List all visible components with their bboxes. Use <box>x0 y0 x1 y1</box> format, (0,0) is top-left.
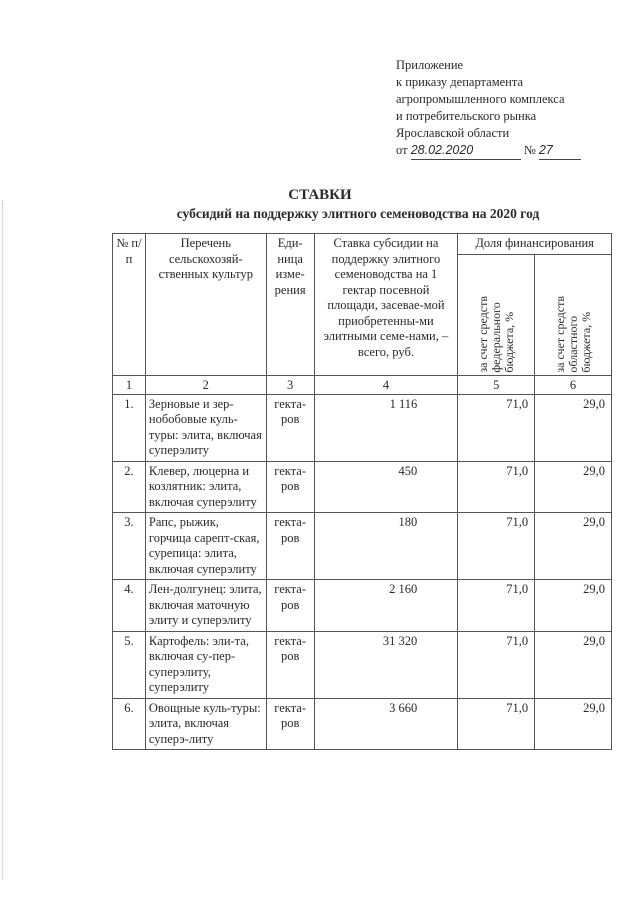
subsidy-rates-table <box>112 233 612 750</box>
row-rate: 180 <box>314 513 458 580</box>
row-unit: гекта-ров <box>266 698 314 750</box>
row-crop: Зерновые и зер-нобобовые куль-туры: элита, включая суперэлиту <box>145 394 266 461</box>
header-crops: Перечень сельскохозяй-ственных культур <box>145 234 266 376</box>
header-federal: за счет средств федерального бюджета, % <box>475 295 516 373</box>
row-rate: 31 320 <box>314 631 458 698</box>
header-regional-cell <box>535 254 612 375</box>
row-federal: 71,0 <box>458 461 535 513</box>
column-number: 5 <box>458 375 535 394</box>
document-title <box>0 185 640 223</box>
scan-edge-marks <box>2 200 5 880</box>
row-num: 4. <box>113 580 146 632</box>
row-federal: 71,0 <box>458 394 535 461</box>
row-num: 1. <box>113 394 146 461</box>
row-num: 3. <box>113 513 146 580</box>
table-row <box>113 580 612 632</box>
row-crop: Лен-долгунец: элита, включая маточную элиту и суперэлиту <box>145 580 266 632</box>
header-regional: за счет средств областного бюджета, % <box>552 295 593 373</box>
row-unit: гекта-ров <box>266 631 314 698</box>
row-num: 5. <box>113 631 146 698</box>
header-rate: Ставка субсидии на поддержку элитного семеноводства на 1 гектар посевной площади, засевае-мой приобретенны-ми элитными семе-нами, – всего, руб. <box>314 234 458 376</box>
row-crop: Картофель: эли-та, включая су-пер-суперэлиту, суперэлиту <box>145 631 266 698</box>
header-federal-cell <box>458 254 535 375</box>
date-prefix: от <box>396 143 408 157</box>
title-sub: субсидий на поддержку элитного семеноводства на 2020 год <box>176 206 540 221</box>
row-federal: 71,0 <box>458 513 535 580</box>
column-number: 3 <box>266 375 314 394</box>
row-rate: 3 660 <box>314 698 458 750</box>
header-row <box>113 234 612 255</box>
row-regional: 29,0 <box>535 631 612 698</box>
table-row <box>113 698 612 750</box>
row-unit: гекта-ров <box>266 580 314 632</box>
row-regional: 29,0 <box>535 513 612 580</box>
appendix-line: Приложение <box>396 58 464 72</box>
row-unit: гекта-ров <box>266 461 314 513</box>
row-crop: Клевер, люцерна и козлятник: элита, включая суперэлиту <box>145 461 266 513</box>
header-share: Доля финансирования <box>458 234 612 255</box>
row-rate: 450 <box>314 461 458 513</box>
table-row <box>113 631 612 698</box>
row-rate: 2 160 <box>314 580 458 632</box>
row-regional: 29,0 <box>535 394 612 461</box>
row-regional: 29,0 <box>535 580 612 632</box>
date-value: 28.02.2020 <box>411 142 521 160</box>
row-num: 2. <box>113 461 146 513</box>
table-row <box>113 461 612 513</box>
column-number: 4 <box>314 375 458 394</box>
column-number: 6 <box>535 375 612 394</box>
appendix-line: Ярославской области <box>396 126 510 140</box>
row-federal: 71,0 <box>458 631 535 698</box>
number-prefix: № <box>523 143 536 157</box>
appendix-line: агропромышленного комплекса <box>396 92 565 106</box>
column-number: 1 <box>113 375 146 394</box>
header-num: № п/п <box>113 234 146 376</box>
column-number-row <box>113 375 612 394</box>
title-main: СТАВКИ <box>288 187 352 203</box>
appendix-line: к приказу департамента <box>396 75 524 89</box>
appendix-date-line <box>396 142 581 160</box>
number-value: 27 <box>539 142 581 160</box>
appendix-line: и потребительского рынка <box>396 109 537 123</box>
table-row <box>113 513 612 580</box>
column-number: 2 <box>145 375 266 394</box>
appendix-block <box>396 57 581 160</box>
row-num: 6. <box>113 698 146 750</box>
header-unit: Еди-ница изме-рения <box>266 234 314 376</box>
row-unit: гекта-ров <box>266 513 314 580</box>
table-row <box>113 394 612 461</box>
row-crop: Овощные куль-туры: элита, включая суперэ-литу <box>145 698 266 750</box>
row-regional: 29,0 <box>535 698 612 750</box>
row-federal: 71,0 <box>458 698 535 750</box>
row-crop: Рапс, рыжик, горчица сарепт-ская, сурепица: элита, включая суперэлиту <box>145 513 266 580</box>
row-federal: 71,0 <box>458 580 535 632</box>
row-regional: 29,0 <box>535 461 612 513</box>
row-rate: 1 116 <box>314 394 458 461</box>
row-unit: гекта-ров <box>266 394 314 461</box>
